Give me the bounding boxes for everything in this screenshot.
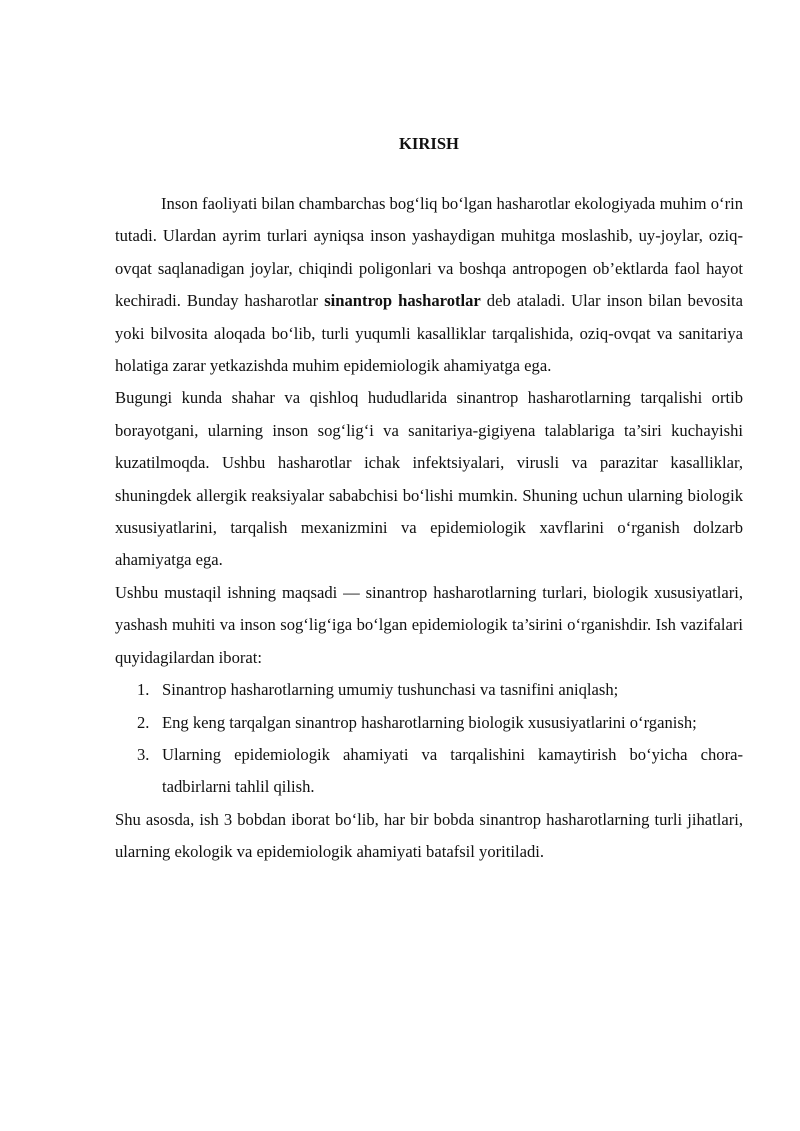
list-item [115, 707, 743, 739]
list-item-text: Eng keng tarqalgan sinantrop hasharotlarning biologik xususiyatlarini o‘rganish; [162, 712, 697, 732]
list-item [115, 739, 743, 804]
relevance-paragraph: Bugungi kunda shahar va qishloq hududlarida sinantrop hasharotlarning tarqalishi ortib borayotgani, ularning inson sog‘lig‘i va sanitariya-gigiyena talablariga ta’siri kuchayishi kuzatilmoqda. Ushbu hasharotlar ichak infektsiyalari, virusli va parazitar kasalliklar, shuningdek allergik reaksiyalar sababchisi bo‘lishi mumkin. Shuning uchun ularning biologik xususiyatlarini, tarqalish mexanizmini va epidemiologik xavflarini o‘rganish dolzarb ahamiyatga ega. [115, 388, 743, 570]
intro-text-end: deb ataladi. Ular inson bilan bevosita yoki bilvosita aloqada bo‘lib, turli yuqumli kasalliklar tarqalishida, oziq-ovqat va sanitariya holatiga zarar yetkazishda muhim epidemiologik ahamiyatga ega. [115, 291, 743, 376]
task-list [115, 674, 743, 804]
intro-paragraph [115, 188, 743, 382]
goal-paragraph: Ushbu mustaqil ishning maqsadi — sinantrop hasharotlarning turlari, biologik xususiyatlari, yashash muhiti va inson sog‘lig‘iga bo‘lgan epidemiologik ta’sirini o‘rganishdir. Ish vazifalari quyidagilardan iborat: [115, 582, 743, 667]
intro-text-start: Inson faoliyati bilan chambarchas bog‘liq bo‘lgan hasharotlar ekologiyada muhim o‘rin tutadi. Ulardan ayrim turlari ayniqsa inson yashaydigan muhitga moslashib, uy-joylar, oziq-ovqat saqlanadigan joylar, chiqindi poligonlari va boshqa antropogen ob’ektlarda faol hayot kechiradi. Bunday hasharotlar [115, 194, 743, 311]
document-page [115, 130, 743, 869]
term-highlight: sinantrop hasharotlar [324, 291, 481, 311]
list-item-text: Ularning epidemiologik ahamiyati va tarqalishini kamaytirish bo‘yicha chora-tadbirlarni tahlil qilish. [162, 744, 743, 797]
list-item-number: 3. [137, 744, 150, 764]
structure-paragraph: Shu asosda, ish 3 bobdan iborat bo‘lib, har bir bobda sinantrop hasharotlarning turli jihatlari, ularning ekologik va epidemiologik ahamiyati batafsil yoritiladi. [115, 809, 743, 862]
list-item [115, 674, 743, 706]
page-title: KIRISH [399, 134, 459, 153]
list-item-number: 2. [137, 712, 150, 732]
list-item-text: Sinantrop hasharotlarning umumiy tushunchasi va tasnifini aniqlash; [162, 680, 619, 700]
list-item-number: 1. [137, 680, 150, 700]
